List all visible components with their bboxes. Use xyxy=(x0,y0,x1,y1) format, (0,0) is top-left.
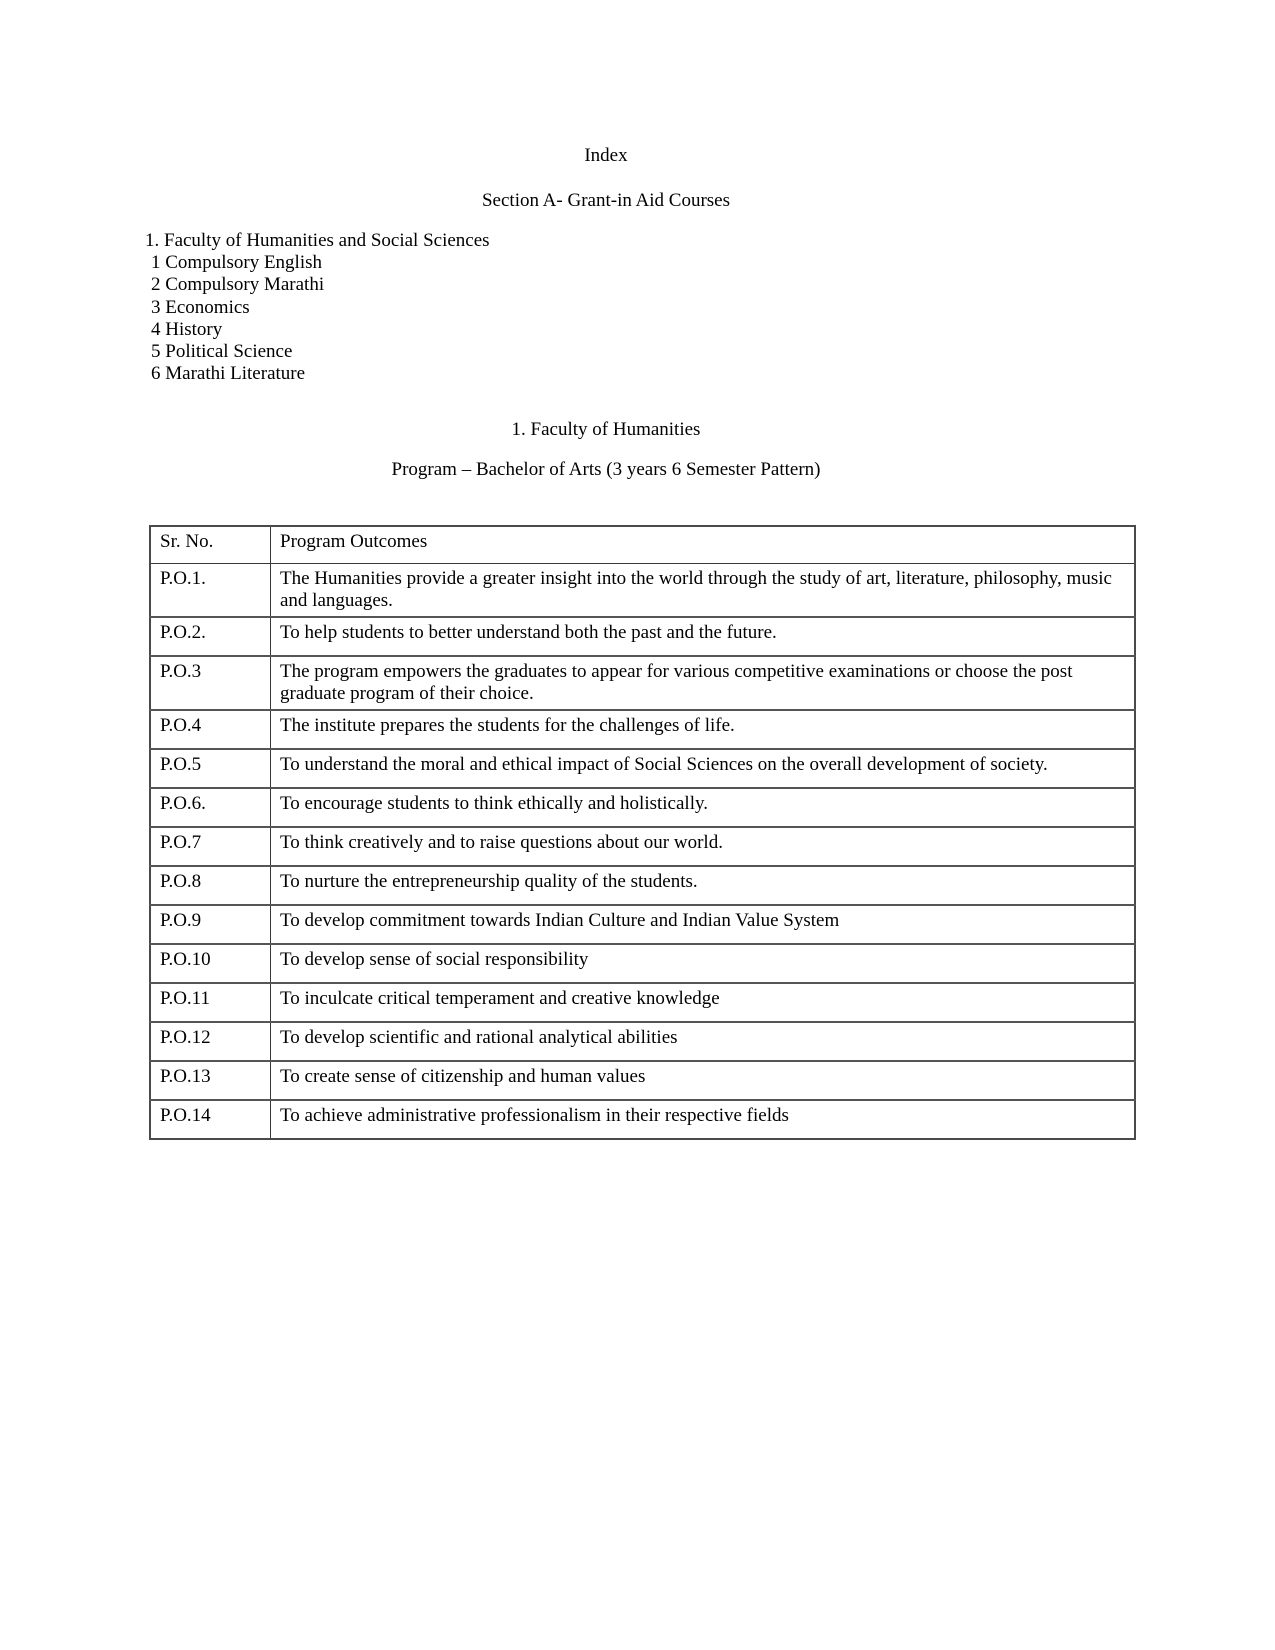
faculty-course-list xyxy=(145,230,1275,385)
table-row xyxy=(150,905,1135,944)
sr-no-cell: P.O.7 xyxy=(150,827,271,866)
table-header-row xyxy=(150,526,1135,563)
faculty-list-heading: 1. Faculty of Humanities and Social Sciences xyxy=(145,230,490,251)
outcome-cell: The program empowers the graduates to appear for various competitive examinations or choose the post graduate program of their choice. xyxy=(271,656,1136,710)
outcome-cell: To develop commitment towards Indian Culture and Indian Value System xyxy=(271,905,1136,944)
table-row xyxy=(150,710,1135,749)
outcome-cell: To achieve administrative professionalism in their respective fields xyxy=(271,1100,1136,1139)
table-row xyxy=(150,944,1135,983)
sr-no-cell: P.O.2. xyxy=(150,617,271,656)
table-row xyxy=(150,827,1135,866)
sr-no-cell: P.O.3 xyxy=(150,656,271,710)
sr-no-cell: P.O.10 xyxy=(150,944,271,983)
table-body xyxy=(150,563,1135,1139)
faculty-heading: 1. Faculty of Humanities xyxy=(511,419,701,441)
sr-no-cell: P.O.6. xyxy=(150,788,271,827)
outcome-cell: The Humanities provide a greater insight into the world through the study of art, literature, philosophy, music and languages. xyxy=(271,563,1136,617)
outcome-cell: To think creatively and to raise questions about our world. xyxy=(271,827,1136,866)
table-row xyxy=(150,749,1135,788)
outcome-cell: To nurture the entrepreneurship quality of the students. xyxy=(271,866,1136,905)
course-list-item: 4 History xyxy=(151,318,223,340)
course-list-item: 3 Economics xyxy=(151,296,250,318)
outcome-cell: The institute prepares the students for the challenges of life. xyxy=(271,710,1136,749)
outcome-cell: To develop sense of social responsibility xyxy=(271,944,1136,983)
course-list-item: 5 Political Science xyxy=(151,341,293,363)
program-heading: Program – Bachelor of Arts (3 years 6 Semester Pattern) xyxy=(391,459,821,481)
table-row xyxy=(150,563,1135,617)
course-list xyxy=(145,252,1275,385)
table-row xyxy=(150,617,1135,656)
sr-no-cell: P.O.11 xyxy=(150,983,271,1022)
sr-no-cell: P.O.12 xyxy=(150,1022,271,1061)
outcome-cell: To encourage students to think ethically and holistically. xyxy=(271,788,1136,827)
course-list-item: 2 Compulsory Marathi xyxy=(151,274,325,296)
table-row xyxy=(150,656,1135,710)
table-row xyxy=(150,788,1135,827)
course-list-item: 1 Compulsory English xyxy=(151,252,323,274)
sr-no-cell: P.O.13 xyxy=(150,1061,271,1100)
outcome-cell: To help students to better understand both the past and the future. xyxy=(271,617,1136,656)
outcome-cell: To create sense of citizenship and human values xyxy=(271,1061,1136,1100)
page-title: Index xyxy=(584,145,628,166)
column-header-program-outcomes: Program Outcomes xyxy=(271,526,1136,563)
outcome-cell: To understand the moral and ethical impact of Social Sciences on the overall development of society. xyxy=(271,749,1136,788)
course-list-item: 6 Marathi Literature xyxy=(151,363,306,385)
sr-no-cell: P.O.14 xyxy=(150,1100,271,1139)
sr-no-cell: P.O.1. xyxy=(150,563,271,617)
column-header-sr-no: Sr. No. xyxy=(150,526,271,563)
sr-no-cell: P.O.5 xyxy=(150,749,271,788)
sr-no-cell: P.O.8 xyxy=(150,866,271,905)
outcome-cell: To develop scientific and rational analytical abilities xyxy=(271,1022,1136,1061)
table-row xyxy=(150,1061,1135,1100)
section-heading: Section A- Grant-in Aid Courses xyxy=(481,190,731,211)
table-row xyxy=(150,1022,1135,1061)
program-outcomes-table xyxy=(149,525,1136,1140)
table-row xyxy=(150,866,1135,905)
table-row xyxy=(150,983,1135,1022)
outcome-cell: To inculcate critical temperament and creative knowledge xyxy=(271,983,1136,1022)
sr-no-cell: P.O.9 xyxy=(150,905,271,944)
sr-no-cell: P.O.4 xyxy=(150,710,271,749)
table-row xyxy=(150,1100,1135,1139)
